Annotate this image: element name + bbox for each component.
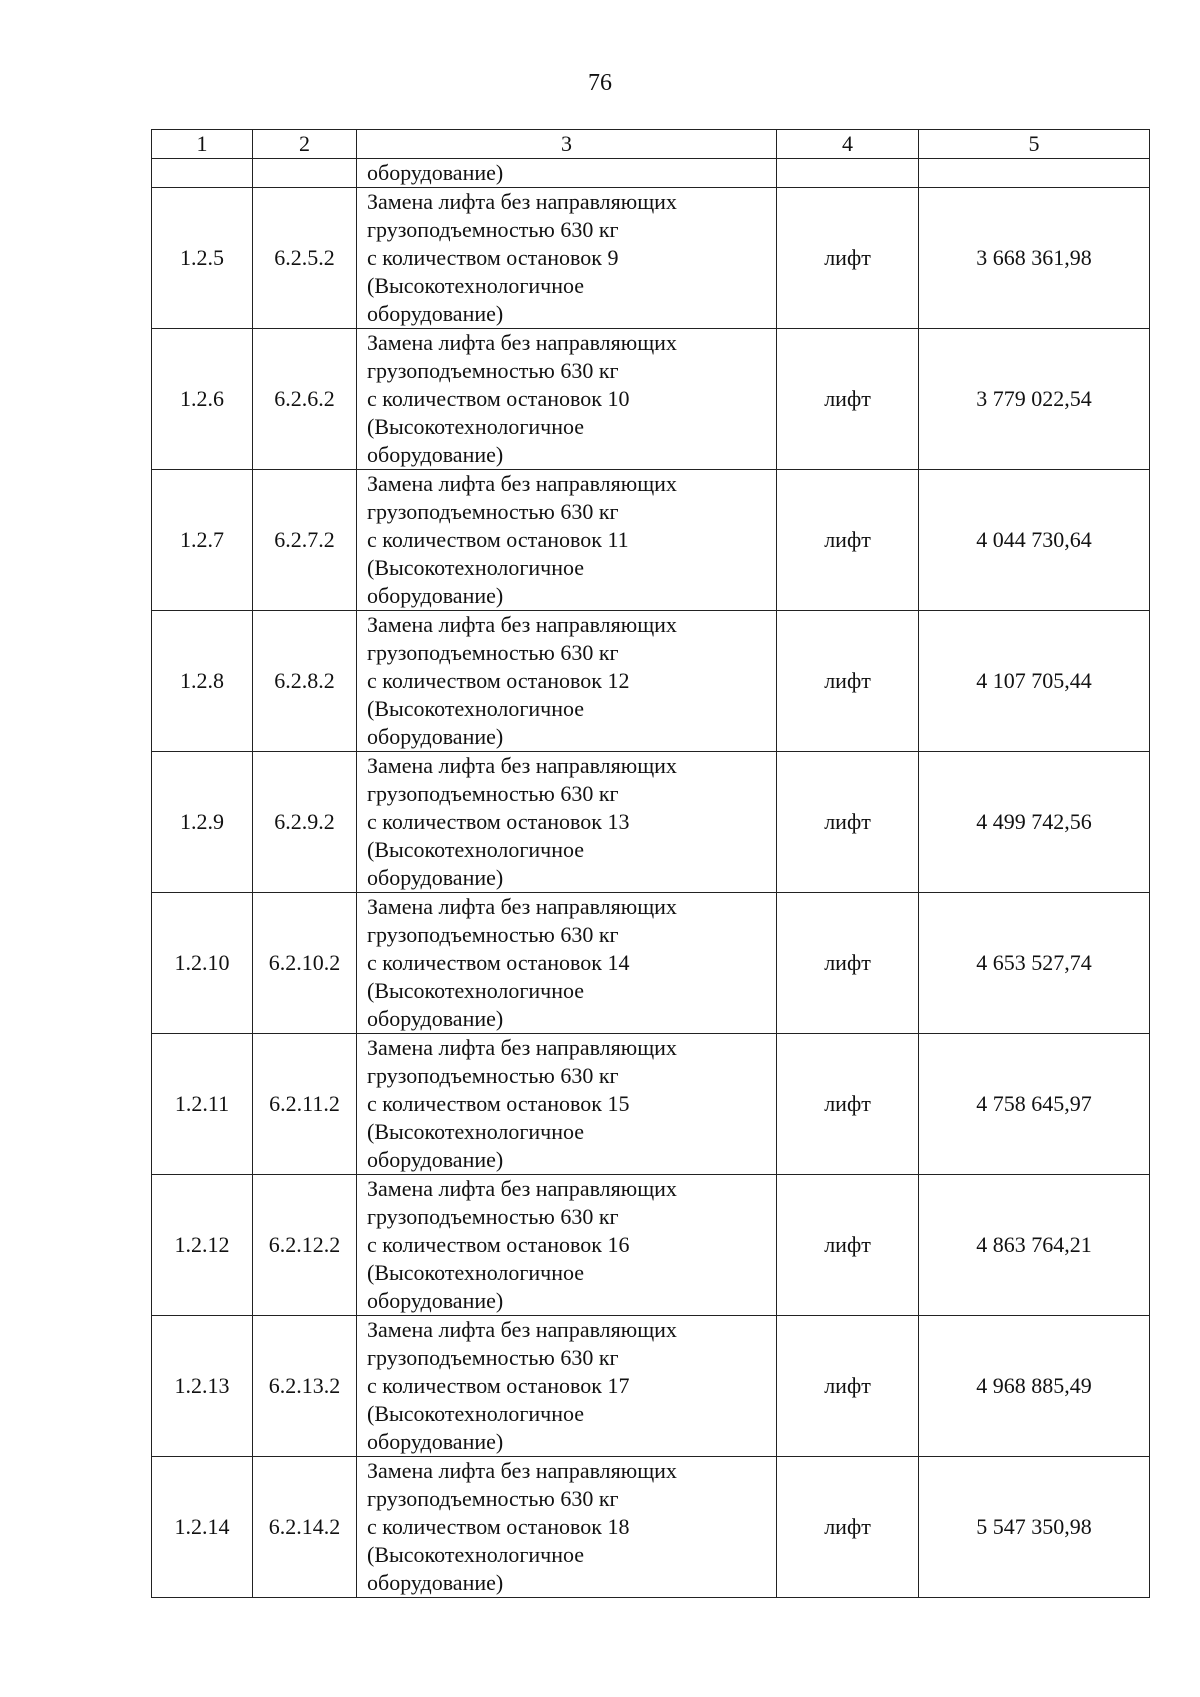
description-line: с количеством остановок 13 [367, 809, 630, 834]
row-unit: лифт [777, 611, 919, 752]
row-number: 1.2.9 [152, 752, 253, 893]
description-line: грузоподъемностью 630 кг [367, 1486, 619, 1511]
row-code: 6.2.5.2 [253, 188, 357, 329]
description-line: оборудование) [367, 724, 504, 749]
continuation-cell-2 [253, 159, 357, 188]
row-description [357, 1457, 777, 1598]
row-description [357, 188, 777, 329]
description-line: Замена лифта без направляющих [367, 753, 677, 778]
price-table [151, 129, 1150, 1598]
row-code: 6.2.12.2 [253, 1175, 357, 1316]
row-description [357, 329, 777, 470]
table-row [152, 893, 1150, 1034]
row-unit: лифт [777, 1175, 919, 1316]
description-line: грузоподъемностью 630 кг [367, 1345, 619, 1370]
description-line: Замена лифта без направляющих [367, 1317, 677, 1342]
description-line: Замена лифта без направляющих [367, 1035, 677, 1060]
description-line: с количеством остановок 9 [367, 245, 619, 270]
description-line: с количеством остановок 12 [367, 668, 630, 693]
row-code: 6.2.11.2 [253, 1034, 357, 1175]
header-col-1: 1 [152, 130, 253, 159]
description-line: (Высокотехнологичное [367, 555, 585, 580]
description-line: оборудование) [367, 1570, 504, 1595]
table-header-row [152, 130, 1150, 159]
row-unit: лифт [777, 1316, 919, 1457]
description-line: грузоподъемностью 630 кг [367, 922, 619, 947]
description-line: Замена лифта без направляющих [367, 471, 677, 496]
row-code: 6.2.6.2 [253, 329, 357, 470]
description-line: (Высокотехнологичное [367, 837, 585, 862]
row-number: 1.2.5 [152, 188, 253, 329]
row-unit: лифт [777, 1034, 919, 1175]
row-price: 4 044 730,64 [919, 470, 1150, 611]
table-row [152, 752, 1150, 893]
row-code: 6.2.14.2 [253, 1457, 357, 1598]
description-line: (Высокотехнологичное [367, 1119, 585, 1144]
description-line: Замена лифта без направляющих [367, 1176, 677, 1201]
row-price: 4 653 527,74 [919, 893, 1150, 1034]
row-number: 1.2.7 [152, 470, 253, 611]
table-row [152, 1316, 1150, 1457]
description-line: грузоподъемностью 630 кг [367, 499, 619, 524]
row-description [357, 1034, 777, 1175]
row-description [357, 1175, 777, 1316]
row-code: 6.2.7.2 [253, 470, 357, 611]
row-price: 4 758 645,97 [919, 1034, 1150, 1175]
table-row [152, 329, 1150, 470]
continuation-cell-1 [152, 159, 253, 188]
description-line: с количеством остановок 16 [367, 1232, 630, 1257]
row-code: 6.2.9.2 [253, 752, 357, 893]
description-line: грузоподъемностью 630 кг [367, 358, 619, 383]
description-line: с количеством остановок 10 [367, 386, 630, 411]
row-number: 1.2.13 [152, 1316, 253, 1457]
header-col-5: 5 [919, 130, 1150, 159]
description-line: грузоподъемностью 630 кг [367, 1063, 619, 1088]
row-unit: лифт [777, 470, 919, 611]
description-line: оборудование) [367, 1288, 504, 1313]
row-price: 5 547 350,98 [919, 1457, 1150, 1598]
description-line: (Высокотехнологичное [367, 1542, 585, 1567]
table-row [152, 1034, 1150, 1175]
description-line: оборудование) [367, 442, 504, 467]
continuation-cell-3: оборудование) [357, 159, 777, 188]
row-unit: лифт [777, 893, 919, 1034]
row-code: 6.2.13.2 [253, 1316, 357, 1457]
description-line: с количеством остановок 17 [367, 1373, 630, 1398]
description-line: грузоподъемностью 630 кг [367, 1204, 619, 1229]
row-price: 4 863 764,21 [919, 1175, 1150, 1316]
table-row [152, 1175, 1150, 1316]
description-line: (Высокотехнологичное [367, 414, 585, 439]
description-line: (Высокотехнологичное [367, 273, 585, 298]
row-description [357, 752, 777, 893]
table-row [152, 611, 1150, 752]
row-price: 3 779 022,54 [919, 329, 1150, 470]
description-line: оборудование) [367, 865, 504, 890]
row-price: 4 107 705,44 [919, 611, 1150, 752]
row-price: 4 499 742,56 [919, 752, 1150, 893]
row-number: 1.2.6 [152, 329, 253, 470]
description-line: грузоподъемностью 630 кг [367, 781, 619, 806]
row-price: 3 668 361,98 [919, 188, 1150, 329]
row-description [357, 611, 777, 752]
row-number: 1.2.10 [152, 893, 253, 1034]
row-description [357, 893, 777, 1034]
description-line: Замена лифта без направляющих [367, 1458, 677, 1483]
row-description [357, 1316, 777, 1457]
description-line: (Высокотехнологичное [367, 1401, 585, 1426]
page-number: 76 [588, 70, 612, 96]
continuation-cell-5 [919, 159, 1150, 188]
row-unit: лифт [777, 329, 919, 470]
description-line: с количеством остановок 14 [367, 950, 630, 975]
row-description [357, 470, 777, 611]
row-number: 1.2.8 [152, 611, 253, 752]
row-number: 1.2.12 [152, 1175, 253, 1316]
row-price: 4 968 885,49 [919, 1316, 1150, 1457]
description-line: оборудование) [367, 1429, 504, 1454]
description-line: оборудование) [367, 1006, 504, 1031]
description-line: грузоподъемностью 630 кг [367, 640, 619, 665]
description-line: Замена лифта без направляющих [367, 612, 677, 637]
description-line: (Высокотехнологичное [367, 978, 585, 1003]
header-col-2: 2 [253, 130, 357, 159]
description-line: с количеством остановок 18 [367, 1514, 630, 1539]
row-code: 6.2.10.2 [253, 893, 357, 1034]
description-line: оборудование) [367, 1147, 504, 1172]
row-unit: лифт [777, 1457, 919, 1598]
header-col-4: 4 [777, 130, 919, 159]
row-unit: лифт [777, 188, 919, 329]
row-unit: лифт [777, 752, 919, 893]
description-line: с количеством остановок 15 [367, 1091, 630, 1116]
continuation-cell-4 [777, 159, 919, 188]
continuation-row [152, 159, 1150, 188]
description-line: с количеством остановок 11 [367, 527, 629, 552]
table-row [152, 1457, 1150, 1598]
description-line: Замена лифта без направляющих [367, 894, 677, 919]
table-row [152, 188, 1150, 329]
description-line: (Высокотехнологичное [367, 696, 585, 721]
header-col-3: 3 [357, 130, 777, 159]
row-number: 1.2.11 [152, 1034, 253, 1175]
row-code: 6.2.8.2 [253, 611, 357, 752]
description-line: Замена лифта без направляющих [367, 189, 677, 214]
table-row [152, 470, 1150, 611]
description-line: оборудование) [367, 301, 504, 326]
row-number: 1.2.14 [152, 1457, 253, 1598]
description-line: Замена лифта без направляющих [367, 330, 677, 355]
description-line: оборудование) [367, 583, 504, 608]
description-line: грузоподъемностью 630 кг [367, 217, 619, 242]
description-line: (Высокотехнологичное [367, 1260, 585, 1285]
